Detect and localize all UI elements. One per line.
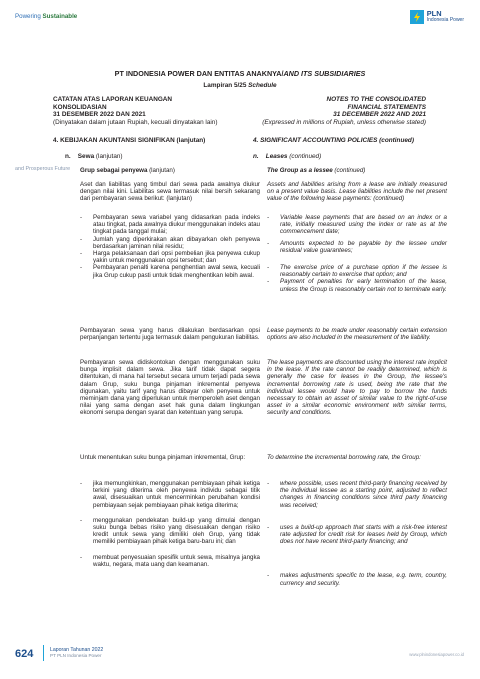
tagline-b: Sustainable <box>42 13 78 20</box>
meta-right-1: FINANCIAL STATEMENTS <box>347 103 426 111</box>
list-item: - where possible, uses recent third-party financing received by the individual lessee as a starting point, adjusted to reflect changes in financing conditions since third party financing was received; <box>267 480 447 509</box>
left-heading-suffix: (lanjutan) <box>147 167 175 174</box>
lampiran-b: Schedule <box>248 82 277 89</box>
footer-url[interactable]: www.plnindonesiapower.co.id <box>409 652 464 657</box>
logo-name: PLN <box>426 9 442 18</box>
sub-right-num: n. <box>253 153 259 160</box>
meta-left <box>53 96 217 126</box>
footer-report <box>50 647 103 659</box>
meta-left-2: 31 DESEMBER 2022 DAN 2021 <box>53 111 146 119</box>
sub-left-title: Sewa <box>77 153 95 160</box>
list-item: - Harga pelaksanaan dari opsi pembelian jika penyewa cukup yakin untuk menggunakan opsi tersebut; dan <box>80 250 260 265</box>
list-item: - The exercise price of a purchase option if the lessee is reasonably certain to exercise that option; and <box>267 264 447 279</box>
list-item: - menggunakan pendekatan build-up yang dimulai dengan suku bunga bebas risiko yang disesuaikan dengan risiko kredit untuk sewa yang dimiliki oleh Grup, yang tidak memiliki pembiayaan pihak ketiga baru-baru ini; dan <box>80 516 260 546</box>
list-item: - Jumlah yang diperkirakan akan dibayarkan oleh penyewa berdasarkan jaminan nilai residu; <box>80 235 260 250</box>
sub-right-suffix: (continued) <box>287 153 322 160</box>
subsection-left <box>65 153 123 160</box>
lightning-logo-icon <box>410 10 424 24</box>
meta-right <box>262 96 426 126</box>
sub-left-num: n. <box>65 153 71 160</box>
list-item: - uses a build-up approach that starts with a risk-free interest rate adjusted for credit risk for leases held by Group, which does not have recent third-party financing; and <box>267 523 447 546</box>
lampiran-a: Lampiran 5/25 <box>203 82 249 89</box>
list-item: - makes adjustments specific to the lease, e.g. term, country, currency and security. <box>267 572 447 587</box>
meta-right-0: NOTES TO THE CONSOLIDATED <box>326 96 426 103</box>
section-heading-left: 4. KEBIJAKAN AKUNTANSI SIGNIFIKAN (lanjutan) <box>53 137 206 144</box>
left-para-2: Pembayaran sewa yang harus dilakukan berdasarkan opsi perpanjangan tertentu juga termasuk dalam pengukuran liabilitas. <box>80 327 260 342</box>
logo-sub: Indonesia Power <box>426 17 464 23</box>
list-item: - jika memungkinkan, menggunakan pembiayaan pihak ketiga terkini yang diterima oleh penyewa individu sebagai titik awal, disesuaikan untuk mencerminkan perubahan kondisi pembiayaan sejak pembiayaan pihak ketiga diterima; <box>80 480 260 509</box>
title-b: AND ITS SUBSIDIARIES <box>283 69 366 78</box>
schedule-label <box>0 82 480 89</box>
list-item: - Pembayaran penalti karena penghentian awal sewa, kecuali jika Grup cukup pasti untuk tidak menghentikan lebih awal. <box>80 264 260 279</box>
list-item: - Amounts expected to be payable by the lessee under residual value guarantees; <box>267 239 447 254</box>
list-item: - Payment of penalties for early termination of the lease, unless the Group is reasonably certain not to terminate early. <box>267 278 447 293</box>
list-item: - Variable lease payments that are based on an index or a rate, initially measured using the index or rate as at the commencement date; <box>267 214 447 236</box>
company-logo <box>410 10 464 24</box>
tagline-sub: and Prosperous Future <box>15 166 71 172</box>
title-a: PT INDONESIA POWER DAN ENTITAS ANAKNYA/ <box>114 69 284 78</box>
footer-report-title: Laporan Tahunan 2022 <box>50 647 104 653</box>
left-para-1: Aset dan liabilitas yang timbul dari sewa pada awalnya diukur dengan nilai kini. Liabilitas sewa termasuk nilai bersih sekarang dari pembayaran sewa berikut: (lanjutan) <box>80 181 260 203</box>
footer-divider <box>43 645 44 661</box>
right-heading: The Group as a lessee <box>267 167 333 174</box>
meta-right-2: 31 DECEMBER 2022 AND 2021 <box>333 111 426 119</box>
right-para-4: To determine the incremental borrowing rate, the Group: <box>267 454 421 461</box>
subsection-right <box>253 153 321 160</box>
tagline-a: Powering <box>15 13 43 20</box>
footer-company: PT PLN Indonesia Power <box>50 653 102 659</box>
meta-left-3: (Dinyatakan dalam jutaan Rupiah, kecuali dinyatakan lain) <box>53 118 218 126</box>
right-para-3: The lease payments are discounted using the interest rate implicit in the lease. If the rate cannot be readily determined, which is generally the case for leases in the Group, the lessee's incremental borrowing rate is used, being the rate that the individual lessee would have to pay to borrow the funds necessary to obtain an asset of similar value to the right-of-use asset in a similar economic environment with similar terms, security and conditions. <box>267 359 447 417</box>
list-item: - membuat penyesuaian spesifik untuk sewa, misalnya jangka waktu, negara, mata uang dan keamanan. <box>80 553 260 568</box>
left-para-4: Untuk menentukan suku bunga pinjaman inkremental, Grup: <box>80 454 246 461</box>
right-para-1: Assets and liabilities arising from a lease are initially measured on a present value basis. Lease liabilities include the net present value of the following lease payments: (continued) <box>267 181 447 203</box>
meta-right-3: (Expressed in millions of Rupiah, unless otherwise stated) <box>262 118 426 126</box>
sub-right-title: Leases <box>265 153 288 160</box>
left-heading: Grup sebagai penyewa <box>80 167 148 174</box>
sub-left-suffix: (lanjutan) <box>94 153 123 160</box>
left-para-3: Pembayaran sewa didiskontokan dengan menggunakan suku bunga implisit dalam sewa. Jika tarif tidak dapat segera ditentukan, di mana hal tersebut secara umum terjadi pada sewa dalam Grup, suku bunga pinjaman inkremental penyewa digunakan, yaitu tarif yang harus dibayar oleh penyewa untuk meminjam dana yang diperlukan untuk memperoleh aset dengan nilai yang sama dengan aset hak guna dalam lingkungan ekonomi serupa dengan syarat dan ketentuan yang serupa. <box>80 359 260 417</box>
right-para-2: Lease payments to be made under reasonably certain extension options are also included in the measurement of the liability. <box>267 327 447 342</box>
right-heading-suffix: (continued) <box>332 167 366 174</box>
meta-left-0: CATATAN ATAS LAPORAN KEUANGAN <box>53 96 173 103</box>
page-title <box>0 69 480 78</box>
page-number: 624 <box>15 648 34 660</box>
meta-left-1: KONSOLIDASIAN <box>53 103 107 111</box>
brand-tagline <box>15 13 78 172</box>
list-item: - Pembayaran sewa variabel yang didasarkan pada indeks atau tingkat, pada awalnya diukur menggunakan indeks atau tingkat pada tanggal mulai; <box>80 214 260 236</box>
section-heading-right: 4. SIGNIFICANT ACCOUNTING POLICIES (continued) <box>253 137 414 144</box>
